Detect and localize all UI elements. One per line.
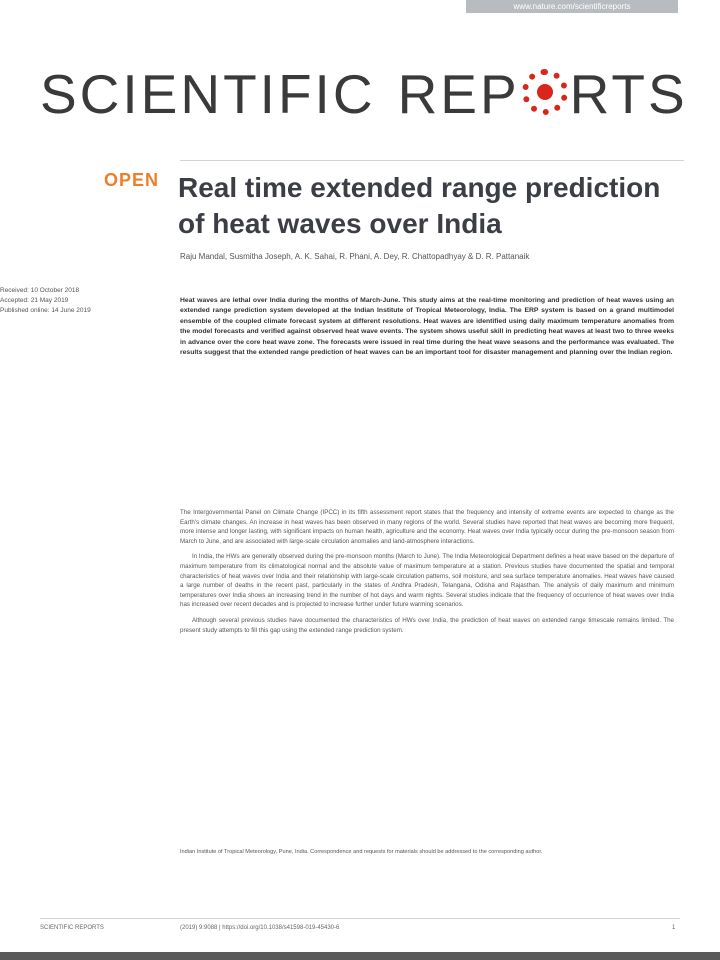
gear-logo-icon [522, 69, 568, 115]
body-paragraph: Although several previous studies have documented the characteristics of HWs over India, the prediction of heat waves on extended range timescale remains limited. The present study attempts to fill this gap using the extended range prediction system. [180, 616, 674, 634]
open-access-label: OPEN [104, 170, 160, 190]
body-paragraph: The Intergovernmental Panel on Climate Change (IPCC) in its fifth assessment report states that the frequency and intensity of extreme events are expected to change as the Earth's climate changes. An increase in heat waves has been observed in many regions of the world. Several studies have reported that heat waves are becoming more frequent, more intense and longer lasting, with significant impacts on human health, agriculture and the economy. Heat waves over India typically occur during the pre-monsoon season from March to June, and are associated with large-scale circulation anomalies and land-atmosphere interactions. [180, 509, 674, 545]
masthead-word-rep: REP [397, 63, 520, 125]
body-paragraph: In India, the HWs are generally observed during the pre-monsoon months (March to June). The India Meteorological Department defines a heat wave based on the departure of maximum temperature from its climatological normal and the absolute value of maximum temperature at a station. Previous studies have documented the spatial and temporal characteristics of heat waves over India and their relationship with large-scale circulation patterns, soil moisture, and sea surface temperature anomalies. Heat waves have caused a large number of deaths in the recent past, particularly in the states of Andhra Pradesh, Telangana, Odisha and Rajasthan. The analysis of daily maximum and minimum temperatures over India shows an increasing trend in the number of hot days and warm nights. Several studies indicate that the frequency of occurrence of heat waves over India has increased over recent decades and is projected to increase further under future warming scenarios. [180, 553, 674, 609]
article-title: Real time extended range prediction of heat waves over India [178, 172, 661, 239]
footer-journal-name: SCIENTIFIC REPORTS [40, 925, 104, 931]
article-body [180, 508, 674, 641]
accepted-date: Accepted: 21 May 2019 [0, 297, 69, 304]
author-list[interactable]: Raju Mandal, Susmitha Joseph, A. K. Sahai, R. Phani, A. Dey, R. Chattopadhyay & D. R. Pattanaik [180, 252, 530, 261]
masthead-word-rts: RTS [569, 63, 688, 125]
journal-masthead [40, 62, 690, 132]
footer-citation-doi[interactable]: (2019) 9:9088 | https://doi.org/10.1038/s41598-019-45430-6 [180, 925, 340, 931]
author-affiliations: Indian Institute of Tropical Meteorology, Pune, India. Correspondence and requests for materials should be addressed to the corresponding author. [180, 849, 543, 855]
masthead-word-scientific: SCIENTIFIC [40, 63, 376, 125]
header-divider [180, 160, 684, 161]
received-date: Received: 10 October 2018 [0, 287, 80, 294]
journal-url-banner[interactable]: www.nature.com/scientificreports [466, 0, 678, 13]
abstract: Heat waves are lethal over India during the months of March-June. This study aims at the real-time monitoring and prediction of heat waves using an extended range prediction system developed at the Indian Institute of Tropical Meteorology, India. The ERP system is based on a grand multimodel ensemble of the coupled climate forecast system at different resolutions. Heat waves are identified using daily maximum temperature anomalies from the model forecasts and verified against observed heat wave events. The system shows useful skill in predicting heat waves at least two to three weeks in advance over the core heat wave zone. The forecasts were issued in real time during the heat wave seasons and the performance was evaluated. The results suggest that the extended range prediction of heat waves can be an important tool for disaster management and planning over the Indian region. [180, 297, 674, 357]
footer-divider [40, 918, 680, 919]
published-date: Published online: 14 June 2019 [0, 307, 91, 314]
page-number: 1 [672, 925, 676, 931]
article-dates [0, 286, 160, 316]
viewer-bottom-bar [0, 952, 720, 960]
